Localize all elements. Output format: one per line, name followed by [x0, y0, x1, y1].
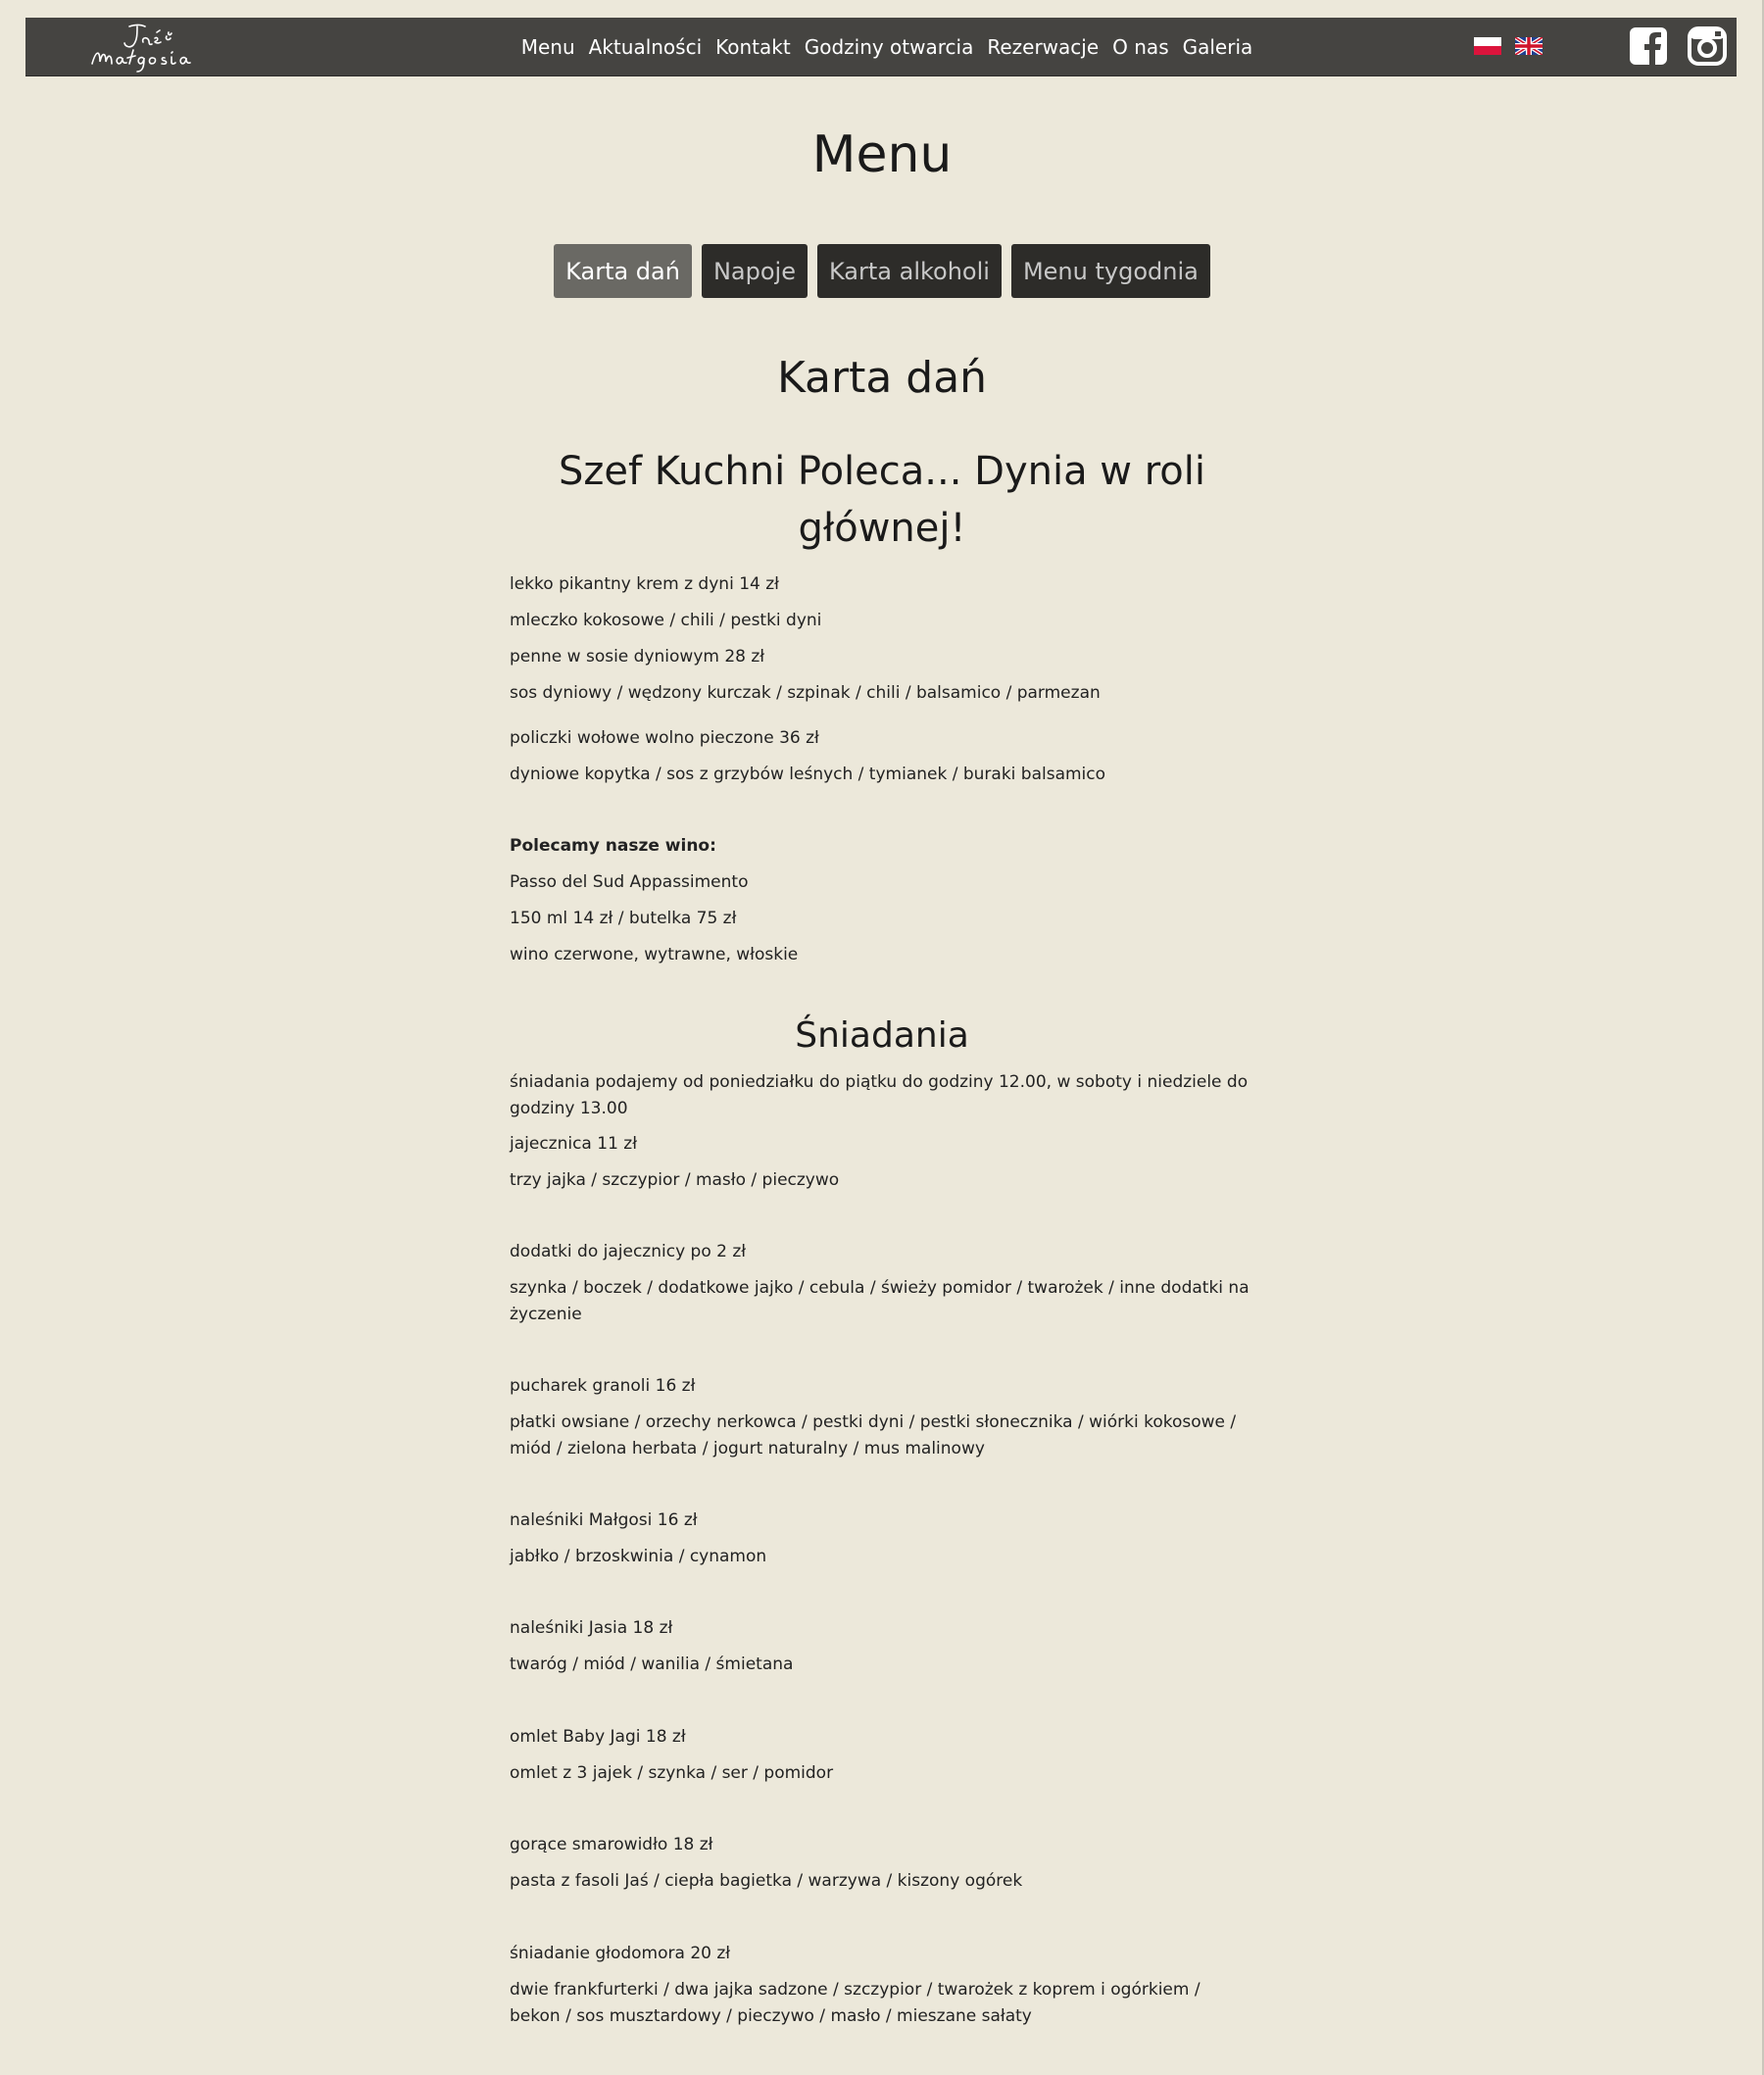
wine-heading: Polecamy nasze wino:	[510, 836, 716, 856]
menu-item-desc: mleczko kokosowe / chili / pestki dyni	[510, 611, 822, 630]
tab-menu-tygodnia[interactable]: Menu tygodnia	[1011, 244, 1210, 298]
menu-item-desc: pasta z fasoli Jaś / ciepła bagietka / warzywa / kiszony ogórek	[510, 1871, 1023, 1891]
facebook-icon[interactable]	[1629, 26, 1668, 66]
menu-item-desc: dyniowe kopytka / sos z grzybów leśnych / tymianek / buraki balsamico	[510, 765, 1106, 784]
menu-item-name: naleśniki Małgosi 16 zł	[510, 1510, 698, 1530]
nav-link-contact[interactable]: Kontakt	[715, 34, 791, 59]
menu-item-name: gorące smarowidło 18 zł	[510, 1835, 713, 1854]
menu-item-name: śniadanie głodomora 20 zł	[510, 1944, 731, 1963]
nav-link-menu[interactable]: Menu	[520, 34, 575, 59]
menu-item-name: jajecznica 11 zł	[510, 1134, 638, 1154]
nav-link-news[interactable]: Aktualności	[588, 34, 703, 59]
menu-item-desc: twaróg / miód / wanilia / śmietana	[510, 1655, 794, 1674]
menu-item-desc: płatki owsiane / orzechy nerkowca / pestki dyni / pestki słonecznika / wiórki kokosowe / miód / zielona herbata / jogurt naturalny / mus malinowy	[510, 1412, 1237, 1458]
menu-tabs	[0, 244, 1764, 298]
menu-item-name: omlet Baby Jagi 18 zł	[510, 1727, 686, 1747]
breakfast-intro: śniadania podajemy od poniedziałku do piątku do godziny 12.00, w soboty i niedziele do godziny 13.00	[510, 1072, 1249, 1118]
nav-link-reservations[interactable]: Rezerwacje	[987, 34, 1100, 59]
section-title: Karta dań	[776, 353, 988, 403]
chef-recommends-title: Szef Kuchni Poleca... Dynia w roli głównej!	[558, 449, 1206, 551]
tab-karta-alkoholi[interactable]: Karta alkoholi	[817, 244, 1002, 298]
menu-item-desc: trzy jajka / szczypior / masło / pieczywo	[510, 1170, 840, 1190]
wine-price: 150 ml 14 zł / butelka 75 zł	[510, 909, 737, 928]
menu-item-name: naleśniki Jasia 18 zł	[510, 1618, 673, 1638]
top-navbar	[25, 18, 1737, 76]
instagram-icon[interactable]	[1688, 26, 1727, 66]
pl-flag-icon[interactable]	[1474, 37, 1501, 55]
tab-napoje[interactable]: Napoje	[702, 244, 808, 298]
menu-item-name: penne w sosie dyniowym 28 zł	[510, 647, 765, 667]
menu-item-name: lekko pikantny krem z dyni 14 zł	[510, 574, 779, 594]
page-title: Menu	[811, 125, 953, 184]
menu-item-desc: szynka / boczek / dodatkowe jajko / cebula / świeży pomidor / twarożek / inne dodatki na życzenie	[510, 1278, 1250, 1324]
tab-karta-dan[interactable]: Karta dań	[554, 244, 692, 298]
menu-item-desc: sos dyniowy / wędzony kurczak / szpinak / chili / balsamico / parmezan	[510, 683, 1101, 703]
breakfast-title: Śniadania	[795, 1015, 969, 1056]
wine-name: Passo del Sud Appassimento	[510, 872, 749, 892]
menu-item-desc: omlet z 3 jajek / szynka / ser / pomidor	[510, 1763, 834, 1783]
menu-item-name: pucharek granoli 16 zł	[510, 1376, 696, 1396]
nav-link-about[interactable]: O nas	[1112, 34, 1169, 59]
wine-desc: wino czerwone, wytrawne, włoskie	[510, 945, 799, 964]
nav-link-gallery[interactable]: Galeria	[1182, 34, 1253, 59]
menu-item-name: dodatki do jajecznicy po 2 zł	[510, 1242, 747, 1261]
nav-link-hours[interactable]: Godziny otwarcia	[804, 34, 974, 59]
en-flag-icon[interactable]	[1515, 37, 1543, 55]
menu-item-desc: dwie frankfurterki / dwa jajka sadzone / szczypior / twarożek z koprem i ogórkiem / bekon / sos musztardowy / pieczywo / masło / mieszane sałaty	[510, 1980, 1200, 2026]
menu-item-name: policzki wołowe wolno pieczone 36 zł	[510, 728, 819, 748]
menu-item-desc: jabłko / brzoskwinia / cynamon	[510, 1547, 767, 1566]
